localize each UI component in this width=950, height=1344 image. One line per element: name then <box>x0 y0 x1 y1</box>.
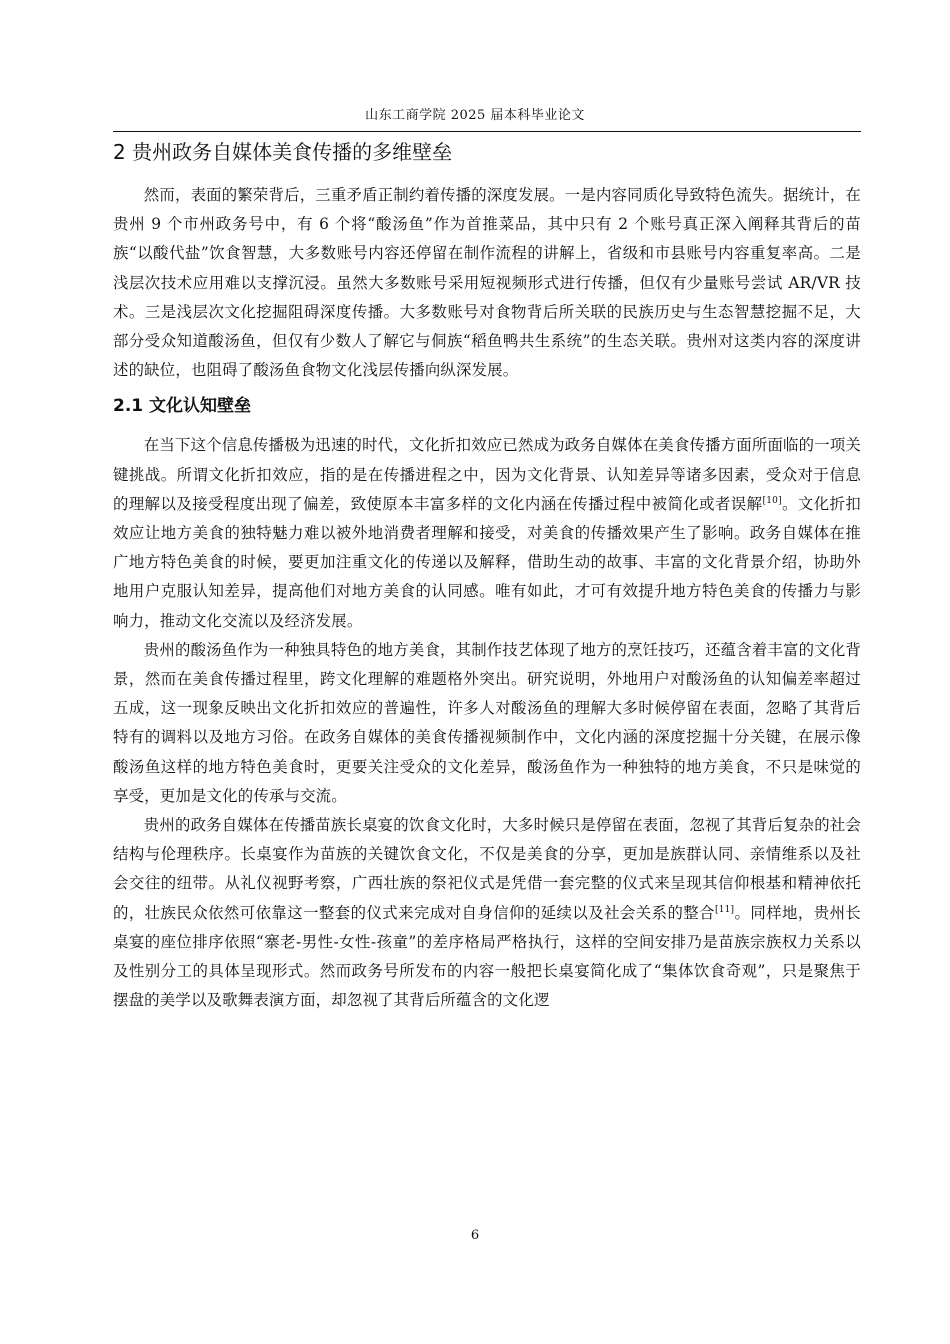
page-content <box>113 137 861 1015</box>
paragraph-long-table-feast <box>113 811 861 1015</box>
subsection-heading: 2.1 文化认知壁垒 <box>113 396 252 417</box>
paragraph-sour-fish: 贵州的酸汤鱼作为一种独具特色的地方美食，其制作技艺体现了地方的烹饪技巧，还蕴含着丰富的文化背景，然而在美食传播过程里，跨文化理解的难题格外突出。研究说明，外地用户对酸汤鱼的认知偏差率超过五成，这一现象反映出文化折扣效应的普遍性，许多人对酸汤鱼的理解大多时候停留在表面，忽略了其背后特有的调料以及地方习俗。在政务自媒体的美食传播视频制作中，文化内涵的深度挖掘十分关键，在展示像酸汤鱼这样的地方特色美食时，更要关注受众的文化差异，酸汤鱼作为一种独特的地方美食，不只是味觉的享受，更加是文化的传承与交流。 <box>113 640 861 805</box>
paragraph-text: 。同样地，贵州长桌宴的座位排序依照“寨老-男性-女性-孩童”的差序格局严格执行，这样的空间安排乃是苗族宗族权力关系以及性别分工的具体呈现形式。然而政务号所发布的内容一般把长桌宴简化成了“集体饮食奇观”，只是聚焦于摆盘的美学以及歌舞表演方面，却忽视了其背后所蕴含的文化逻 <box>113 903 861 1010</box>
paragraph-cultural-discount <box>113 431 861 635</box>
section-intro-paragraph: 然而，表面的繁荣背后，三重矛盾正制约着传播的深度发展。一是内容同质化导致特色流失。据统计，在贵州 9 个市州政务号中，有 6 个将“酸汤鱼”作为首推菜品，其中只有 2 个账号真正深入阐释其背后的苗族“以酸代盐”饮食智慧，大多数账号内容还停留在制作流程的讲解上，省级和市县账号内容重复率高。二是浅层次技术应用难以支撑沉浸。虽然大多数账号采用短视频形式进行传播，但仅有少量账号尝试 AR/VR 技术。三是浅层次文化挖掘阻碍深度传播。大多数账号对食物背后所关联的民族历史与生态智慧挖掘不足，大部分受众知道酸汤鱼，但仅有少数人了解它与侗族“稻鱼鸭共生系统”的生态关联。贵州对这类内容的深度讲述的缺位，也阻碍了酸汤鱼食物文化浅层传播向纵深发展。 <box>113 186 861 380</box>
citation-marker: [10] <box>762 495 782 506</box>
paragraph-text: 贵州的政务自媒体在传播苗族长桌宴的饮食文化时，大多时候只是停留在表面，忽视了其背后复杂的社会结构与伦理秩序。长桌宴作为苗族的关键饮食文化，不仅是美食的分享，更加是族群认同、亲情维系以及社会交往的纽带。从礼仪视野考察，广西壮族的祭祀仪式是凭借一套完整的仪式来呈现其信仰根基和精神依托的，壮族民众依然可依靠这一整套的仪式来完成对自身信仰的延续以及社会关系的整合 <box>113 816 861 922</box>
paragraph-text: 。文化折扣效应让地方美食的独特魅力难以被外地消费者理解和接受，对美食的传播效果产生了影响。政务自媒体在推广地方特色美食的时候，要更加注重文化的传递以及解释，借助生动的故事、丰富的文化背景介绍，协助外地用户克服认知差异，提高他们对地方美食的认同感。唯有如此，才可有效提升地方特色美食的传播力与影响力，推动文化交流以及经济发展。 <box>113 494 861 630</box>
section-heading: 2 贵州政务自媒体美食传播的多维壁垒 <box>113 140 453 164</box>
header-rule <box>113 131 861 132</box>
page-number: 6 <box>470 1228 480 1243</box>
paragraph-text: 在当下这个信息传播极为迅速的时代，文化折扣效应已然成为政务自媒体在美食传播方面所面临的一项关键挑战。所谓文化折扣效应，指的是在传播进程之中，因为文化背景、认知差异等诸多因素，受众对于信息的理解以及接受程度出现了偏差，致使原本丰富多样的文化内涵在传播过程中被简化或者误解 <box>113 436 861 513</box>
running-header: 山东工商学院 2025 届本科毕业论文 <box>365 108 585 123</box>
citation-marker: [11] <box>714 904 735 915</box>
